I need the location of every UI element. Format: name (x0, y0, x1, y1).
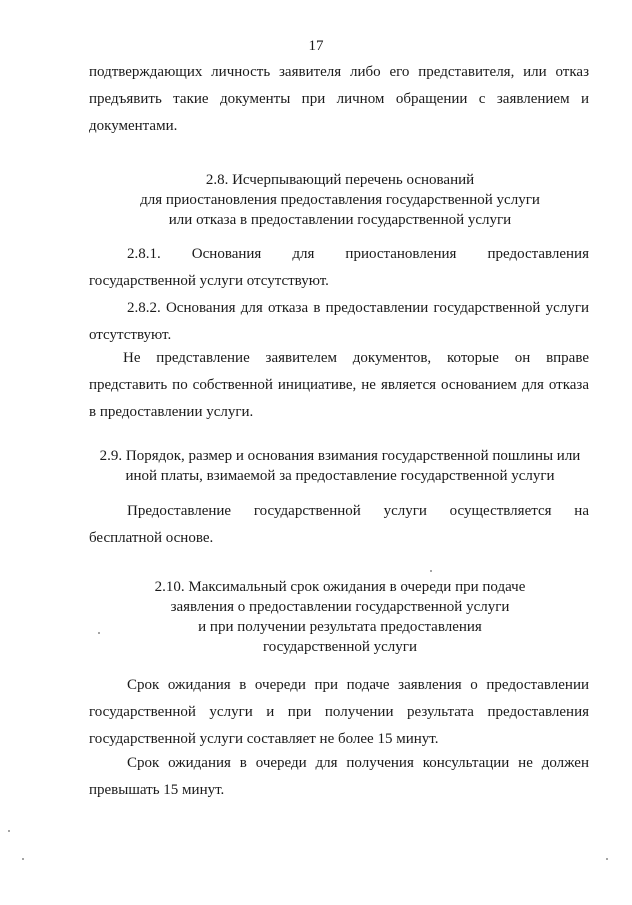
scan-speck (430, 570, 432, 572)
section-2-8-heading-line-3: или отказа в предоставлении государственной услуги (168, 212, 512, 228)
paragraph-non-submission-line-2: представить по собственной инициативе, не является основанием для отказа (89, 377, 589, 393)
scan-speck (22, 858, 24, 860)
paragraph-2-10-1 (89, 672, 589, 753)
intro-paragraph (89, 59, 589, 140)
section-2-10-heading (60, 577, 620, 657)
section-2-8-heading (60, 170, 620, 230)
section-2-8-heading-line-2: для приостановления предоставления государственной услуги (140, 192, 540, 208)
paragraph-non-submission (89, 345, 589, 426)
paragraph-2-9 (89, 498, 589, 552)
paragraph-2-10-1-line-2: государственной услуги и при получении результата предоставления (89, 704, 589, 720)
section-2-9-heading (60, 446, 620, 486)
paragraph-2-10-2-line-1: Срок ожидания в очереди для получения консультации не должен (127, 755, 589, 771)
page-number: 17 (308, 38, 324, 54)
paragraph-2-8-2-line-2: отсутствуют. (89, 327, 172, 343)
section-2-10-heading-line-1: 2.10. Максимальный срок ожидания в очереди при подаче (154, 579, 526, 595)
paragraph-2-10-2-line-2: превышать 15 минут. (89, 782, 225, 798)
intro-line-1: подтверждающих личность заявителя либо его представителя, или отказ (89, 64, 589, 80)
section-2-9-heading-line-1: 2.9. Порядок, размер и основания взимания государственной пошлины или (99, 448, 581, 464)
section-2-10-heading-line-2: заявления о предоставлении государственной услуги (170, 599, 510, 615)
paragraph-2-10-1-line-3: государственной услуги составляет не более 15 минут. (89, 731, 439, 747)
paragraph-non-submission-line-1: Не представление заявителем документов, которые он вправе (123, 350, 589, 366)
paragraph-non-submission-line-3: в предоставлении услуги. (89, 404, 254, 420)
section-2-9-heading-line-2: иной платы, взимаемой за предоставление государственной услуги (125, 468, 555, 484)
paragraph-2-8-1-line-1: 2.8.1. Основания для приостановления предоставления (127, 246, 589, 262)
paragraph-2-8-1-line-2: государственной услуги отсутствуют. (89, 273, 329, 289)
scan-speck (606, 858, 608, 860)
paragraph-2-10-2 (89, 750, 589, 804)
paragraph-2-9-line-1: Предоставление государственной услуги осуществляется на (127, 503, 589, 519)
paragraph-2-8-2 (89, 295, 589, 349)
paragraph-2-10-1-line-1: Срок ожидания в очереди при подаче заявления о предоставлении (127, 677, 589, 693)
section-2-10-heading-line-4: государственной услуги (263, 639, 417, 655)
intro-line-3: документами. (89, 118, 178, 134)
paragraph-2-8-1 (89, 241, 589, 295)
intro-line-2: предъявить такие документы при личном обращении с заявлением и (89, 91, 589, 107)
scan-speck (98, 632, 100, 634)
paragraph-2-8-2-line-1: 2.8.2. Основания для отказа в предоставлении государственной услуги (127, 300, 589, 316)
section-2-10-heading-line-3: и при получении результата предоставления (198, 619, 482, 635)
scan-speck (8, 830, 10, 832)
paragraph-2-9-line-2: бесплатной основе. (89, 530, 214, 546)
section-2-8-heading-line-1: 2.8. Исчерпывающий перечень оснований (205, 172, 475, 188)
